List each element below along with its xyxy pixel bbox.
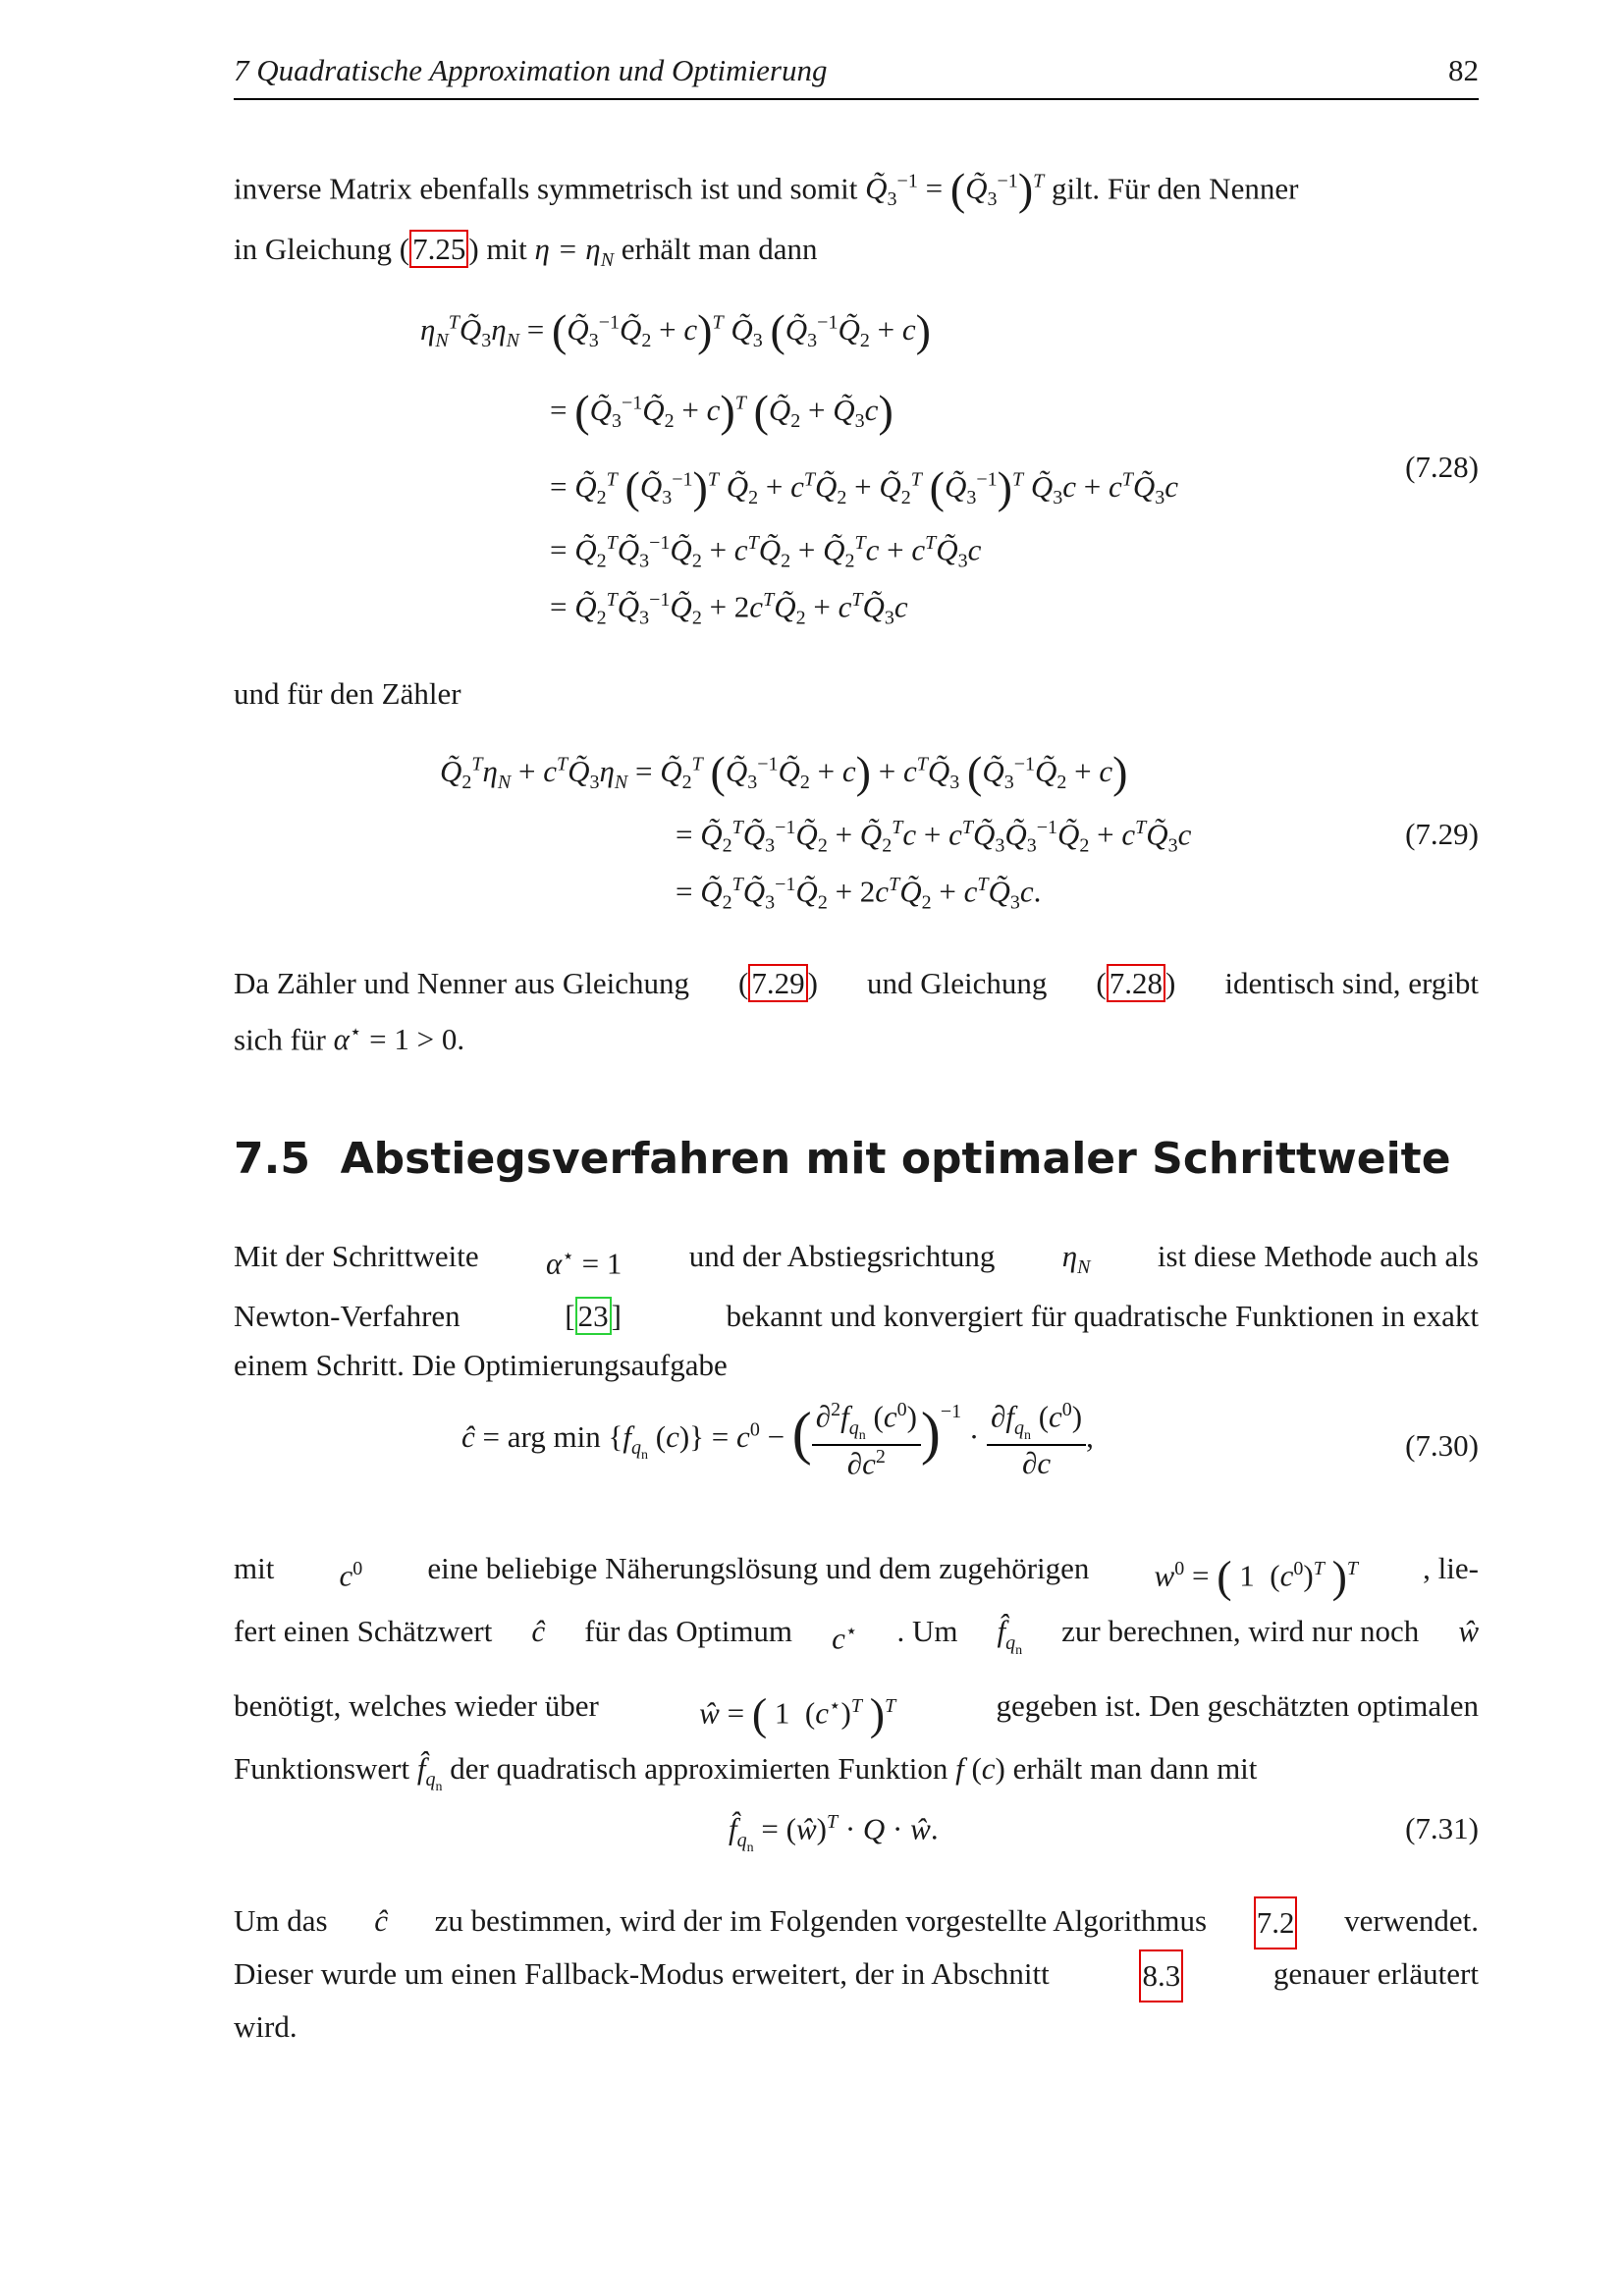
chapter-title: 7 Quadratische Approximation und Optimierung [234,53,828,87]
equation-7-31 [0,1811,1624,1870]
equation-line: $Q̃_2^T\eta_N$ + $c^TQ̃_3\eta_N$ = $Q̃_2^T$ $(Q̃_3^{-1}Q̃_2 + c)$ + $c^TQ̃_3$ $(Q̃_3^{-1}Q̃_2 + c)$ [440,747,1128,797]
text: zu bestimmen, wird der im Folgenden vorgestellte Algorithmus [434,1903,1208,1938]
text: identisch sind, ergibt [1224,966,1479,1000]
inline-math: $Q̃_3^{-1}$ = $(Q̃_3^{-1})^T$ [865,164,1045,215]
paragraph-6 [234,1896,1479,2052]
text: Mit der Schrittweite [234,1239,479,1273]
text: in Gleichung [234,231,392,266]
text: für das Optimum [584,1614,793,1649]
inline-math: α⋆ = 1 [546,1246,623,1281]
text: wird. [234,2009,298,2044]
paragraph-1: inverse Matrix ebenfalls symmetrisch ist und somit $Q̃_3^{-1}$ = $(Q̃_3^{-1})^T$ gilt. Für den Nenner in Gleichung (7.25) mit $\eta = \eta_N$ erhält man dann [234,164,1299,271]
text: zur berechnen, wird nur noch [1061,1614,1420,1649]
text: fert einen Schätzwert [234,1614,493,1649]
inline-math: ĉ [374,1903,388,1938]
paragraph-4: Mit der Schrittweite α⋆ = 1 und der Abstiegsrichtung $\eta_N$ ist diese Methode auch als Newton-Verfahren [23] bekannt und konvergiert für quadratische Funktionen in exakt einem Schritt. Die Optimierungsaufgabe [234,1232,1479,1390]
text: mit [486,231,527,266]
equation-number: (7.29) [1405,817,1479,851]
text: Newton-Verfahren [234,1299,460,1334]
paragraph-5 [234,1541,1479,1815]
text: mit [234,1551,275,1585]
inline-math: f (c) [955,1750,1005,1786]
inline-math: $w^0$ = ( 1 $(c^0)^T$ )$^T$ [1154,1551,1359,1602]
text: verwendet. [1344,1903,1479,1938]
text: Um das [234,1903,328,1938]
inline-math: $\eta = \eta_N$ [534,231,615,271]
argmin-operator: arg min [507,1419,601,1455]
equation-line: = $Q̃_2^T$ $(Q̃_3^{-1})^T$ $Q̃_2$ + $c^TQ̃_2$ + $Q̃_2^T$ $(Q̃_3^{-1})^T$ $Q̃_3c$ + $c^TQ̃_3c$ [550,462,1178,512]
text: und Gleichung [866,966,1048,1000]
text: . Um [896,1614,958,1649]
equation-line: = $Q̃_2^TQ̃_3^{-1}Q̃_2$ + $c^TQ̃_2$ + $Q̃_2^Tc$ + $c^TQ̃_3c$ [550,532,982,572]
paragraph-3: Da Zähler und Nenner aus Gleichung (7.29) und Gleichung (7.28) identisch sind, ergibt sich für α⋆ = 1 > 0. [234,959,1479,1064]
text: , lie- [1423,1551,1479,1585]
page-header [234,49,1479,100]
equation-number: (7.28) [1405,450,1479,484]
equation-7-30 [0,1399,1624,1517]
equation-number: (7.30) [1405,1428,1479,1463]
inline-math: α⋆ = 1 > 0. [333,1022,465,1057]
inline-math: ŵ = ( 1 $(c^⋆)^T$ )$^T$ [699,1687,896,1738]
text: und der Abstiegsrichtung [688,1239,996,1273]
inline-math: $c^0$ [339,1558,363,1593]
inline-math: ŵ [1458,1614,1479,1649]
equation-7-29 [0,746,1624,923]
equation-line: = $Q̃_2^TQ̃_3^{-1}Q̃_2$ + $2c^TQ̃_2$ + $c^TQ̃_3c$ [550,589,908,629]
text: ist diese Methode auch als [1157,1239,1479,1273]
equation-ref-link[interactable]: 7.29 [748,964,807,1002]
citation-link[interactable]: 23 [575,1297,612,1335]
text: der quadratisch approximierten Funktion [450,1750,948,1786]
text: sich für [234,1022,326,1057]
paragraph-2 [234,669,1479,719]
section-title: Abstiegsverfahren mit optimaler Schrittweite [340,1134,1451,1184]
inline-math: $\eta_N$ [1061,1239,1091,1279]
inline-math: c⋆ [832,1621,858,1656]
text: eine beliebige Näherungslösung und dem zugehörigen [427,1551,1090,1585]
algorithm-ref-link[interactable]: 7.2 [1254,1896,1298,1949]
section-heading [234,1134,1451,1184]
text: benötigt, welches wieder über [234,1687,599,1723]
text: inverse Matrix ebenfalls symmetrisch ist und somit [234,171,858,206]
equation-ref-link[interactable]: 7.25 [409,230,468,268]
equation-number: (7.31) [1405,1811,1479,1845]
text: genauer erläutert [1272,1956,1479,1991]
text: Dieser wurde um einen Fallback-Modus erweitert, der in Abschnitt [234,1956,1050,1991]
equation-line: = $(Q̃_3^{-1}Q̃_2 + c)^T$ ($Q̃_2$ + $Q̃_3c$) [550,386,893,436]
text: Da Zähler und Nenner aus Gleichung [234,966,689,1000]
equation-line: $f̂_{q_n}$ = (ŵ)$^T$ · Q · ŵ. [729,1811,939,1855]
equation-ref-link[interactable]: 7.28 [1107,964,1165,1002]
equation-line: $\eta_N^TQ̃_3\eta_N$ = $(Q̃_3^{-1}Q̃_2 + c)^T$ $Q̃_3$ $(Q̃_3^{-1}Q̃_2 + c)$ [420,305,931,355]
inline-math: ĉ [531,1614,546,1649]
text: erhält man dann [621,231,818,266]
equation-line: ĉ = arg $\min \{f_{q_n}$ $(c)\} = c^0$ − ( $\frac{\partial^2f_{q_n} (c^0)}{\partial c^2}$ )$^{-1}$ · $\frac{\partial f_{q_n} (c^0)}{\partial c}$ , [461,1399,1094,1480]
text: bekannt und konvergiert für quadratische Funktionen in exakt [726,1299,1479,1334]
text: Funktionswert [234,1750,410,1786]
inline-math: $f̂_{q_n}$ [416,1750,443,1795]
section-ref-link[interactable]: 8.3 [1139,1949,1183,2002]
equation-line: = $Q̃_2^TQ̃_3^{-1}Q̃_2$ + $2c^TQ̃_2$ + $c^TQ̃_3c$. [676,874,1042,914]
text: gilt. Für den Nenner [1052,171,1299,206]
inline-math: $f̂_{q_n}$ [997,1614,1023,1658]
page-number: 82 [1448,53,1479,87]
text: und für den Zähler [234,676,461,711]
section-number: 7.5 [234,1134,310,1184]
equation-7-28 [0,294,1624,648]
equation-line: = $Q̃_2^TQ̃_3^{-1}Q̃_2$ + $Q̃_2^Tc$ + $c^TQ̃_3Q̃_3^{-1}Q̃_2$ + $c^TQ̃_3c$ [676,817,1192,857]
text: gegeben ist. Den geschätzten optimalen [996,1687,1479,1723]
text: erhält man dann mit [1012,1750,1258,1786]
text: einem Schritt. Die Optimierungsaufgabe [234,1348,728,1383]
